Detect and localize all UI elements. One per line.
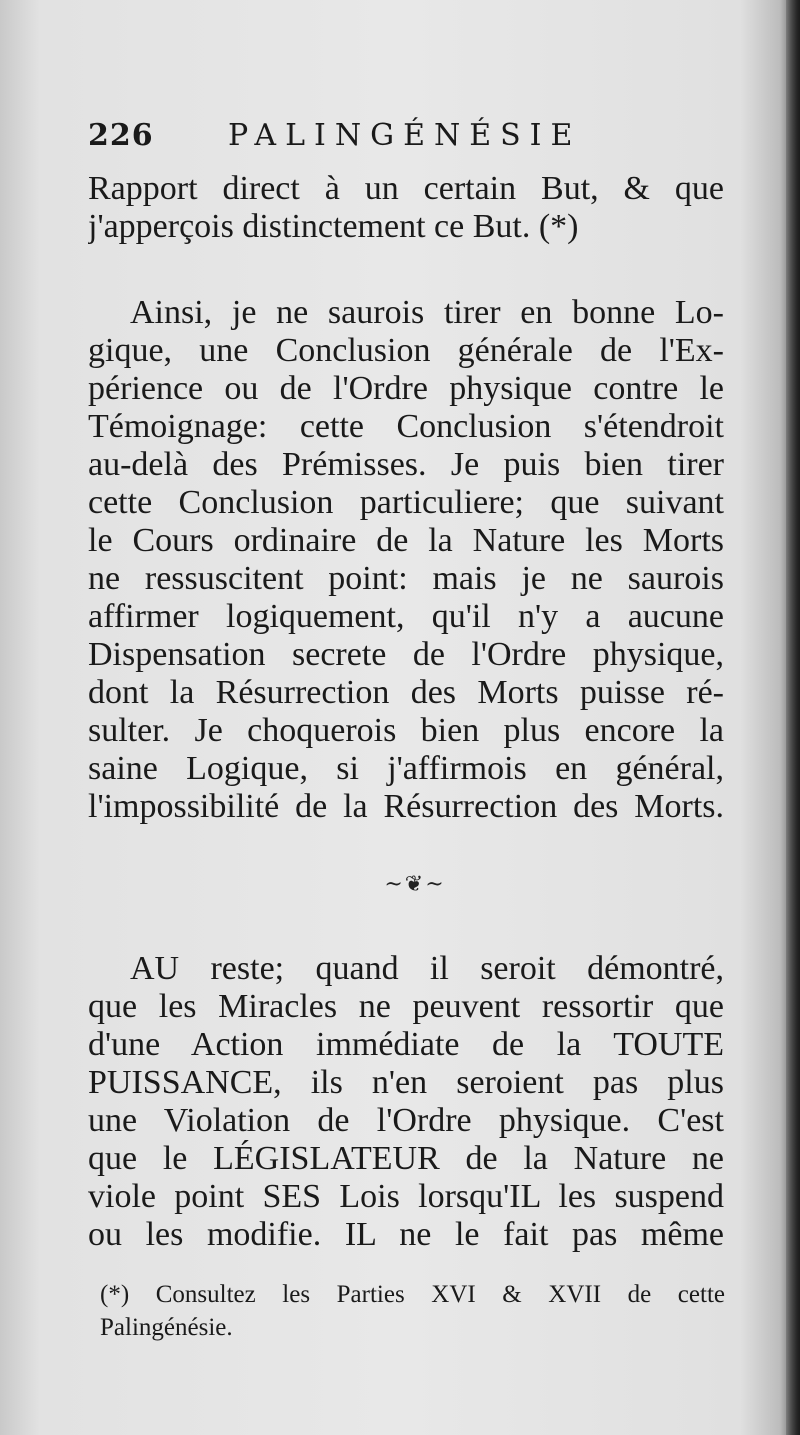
text-line: Témoignage: cette Conclusion s'étendroit xyxy=(88,408,724,445)
footnote-line: (*) Consultez les Parties XVI & XVII de cette xyxy=(100,1281,725,1308)
section-ornament: ~❦~ xyxy=(384,872,446,897)
footnote-line: Palingénésie. xyxy=(100,1314,233,1341)
text-line: PUISSANCE, ils n'en seroient pas plus xyxy=(88,1064,724,1101)
text-line: AU reste; quand il seroit démontré, xyxy=(130,950,724,987)
text-line: Dispensation secrete de l'Ordre physique, xyxy=(88,636,724,673)
text-line: viole point SES Lois lorsqu'IL les suspend xyxy=(88,1178,724,1215)
running-title: PALINGÉNÉSIE xyxy=(228,118,582,153)
paragraph-ainsi xyxy=(88,294,724,826)
text-line: sulter. Je choquerois bien plus encore la xyxy=(88,712,724,749)
running-header xyxy=(88,118,728,162)
text-line: Ainsi, je ne saurois tirer en bonne Lo- xyxy=(130,294,724,331)
page-binding-shadow xyxy=(786,0,800,1435)
text-line: l'impossibilité de la Résurrection des Morts. xyxy=(88,788,724,825)
text-line: périence ou de l'Ordre physique contre le xyxy=(88,370,724,407)
text-line: que le LÉGISLATEUR de la Nature ne xyxy=(88,1140,724,1177)
text-line: que les Miracles ne peuvent ressortir que xyxy=(88,988,724,1025)
text-line: Rapport direct à un certain But, & que xyxy=(88,170,724,207)
paragraph-continuation xyxy=(88,170,724,246)
text-line: une Violation de l'Ordre physique. C'est xyxy=(88,1102,724,1139)
text-line: au-delà des Prémisses. Je puis bien tirer xyxy=(88,446,724,483)
text-line: le Cours ordinaire de la Nature les Morts xyxy=(88,522,724,559)
footnote xyxy=(100,1278,725,1344)
text-line: d'une Action immédiate de la TOUTE xyxy=(88,1026,724,1063)
text-line: gique, une Conclusion générale de l'Ex- xyxy=(88,332,724,369)
page-number: 226 xyxy=(88,118,154,153)
text-line: affirmer logiquement, qu'il n'y a aucune xyxy=(88,598,724,635)
text-line: ne ressuscitent point: mais je ne saurois xyxy=(88,560,724,597)
text-line: ou les modifie. IL ne le fait pas même xyxy=(88,1216,724,1253)
text-line: cette Conclusion particuliere; que suivant xyxy=(88,484,724,521)
text-line: saine Logique, si j'affirmois en général, xyxy=(88,750,724,787)
paragraph-au-reste xyxy=(88,950,724,1254)
text-line: dont la Résurrection des Morts puisse ré- xyxy=(88,674,724,711)
text-line: j'apperçois distinctement ce But. (*) xyxy=(88,208,579,245)
